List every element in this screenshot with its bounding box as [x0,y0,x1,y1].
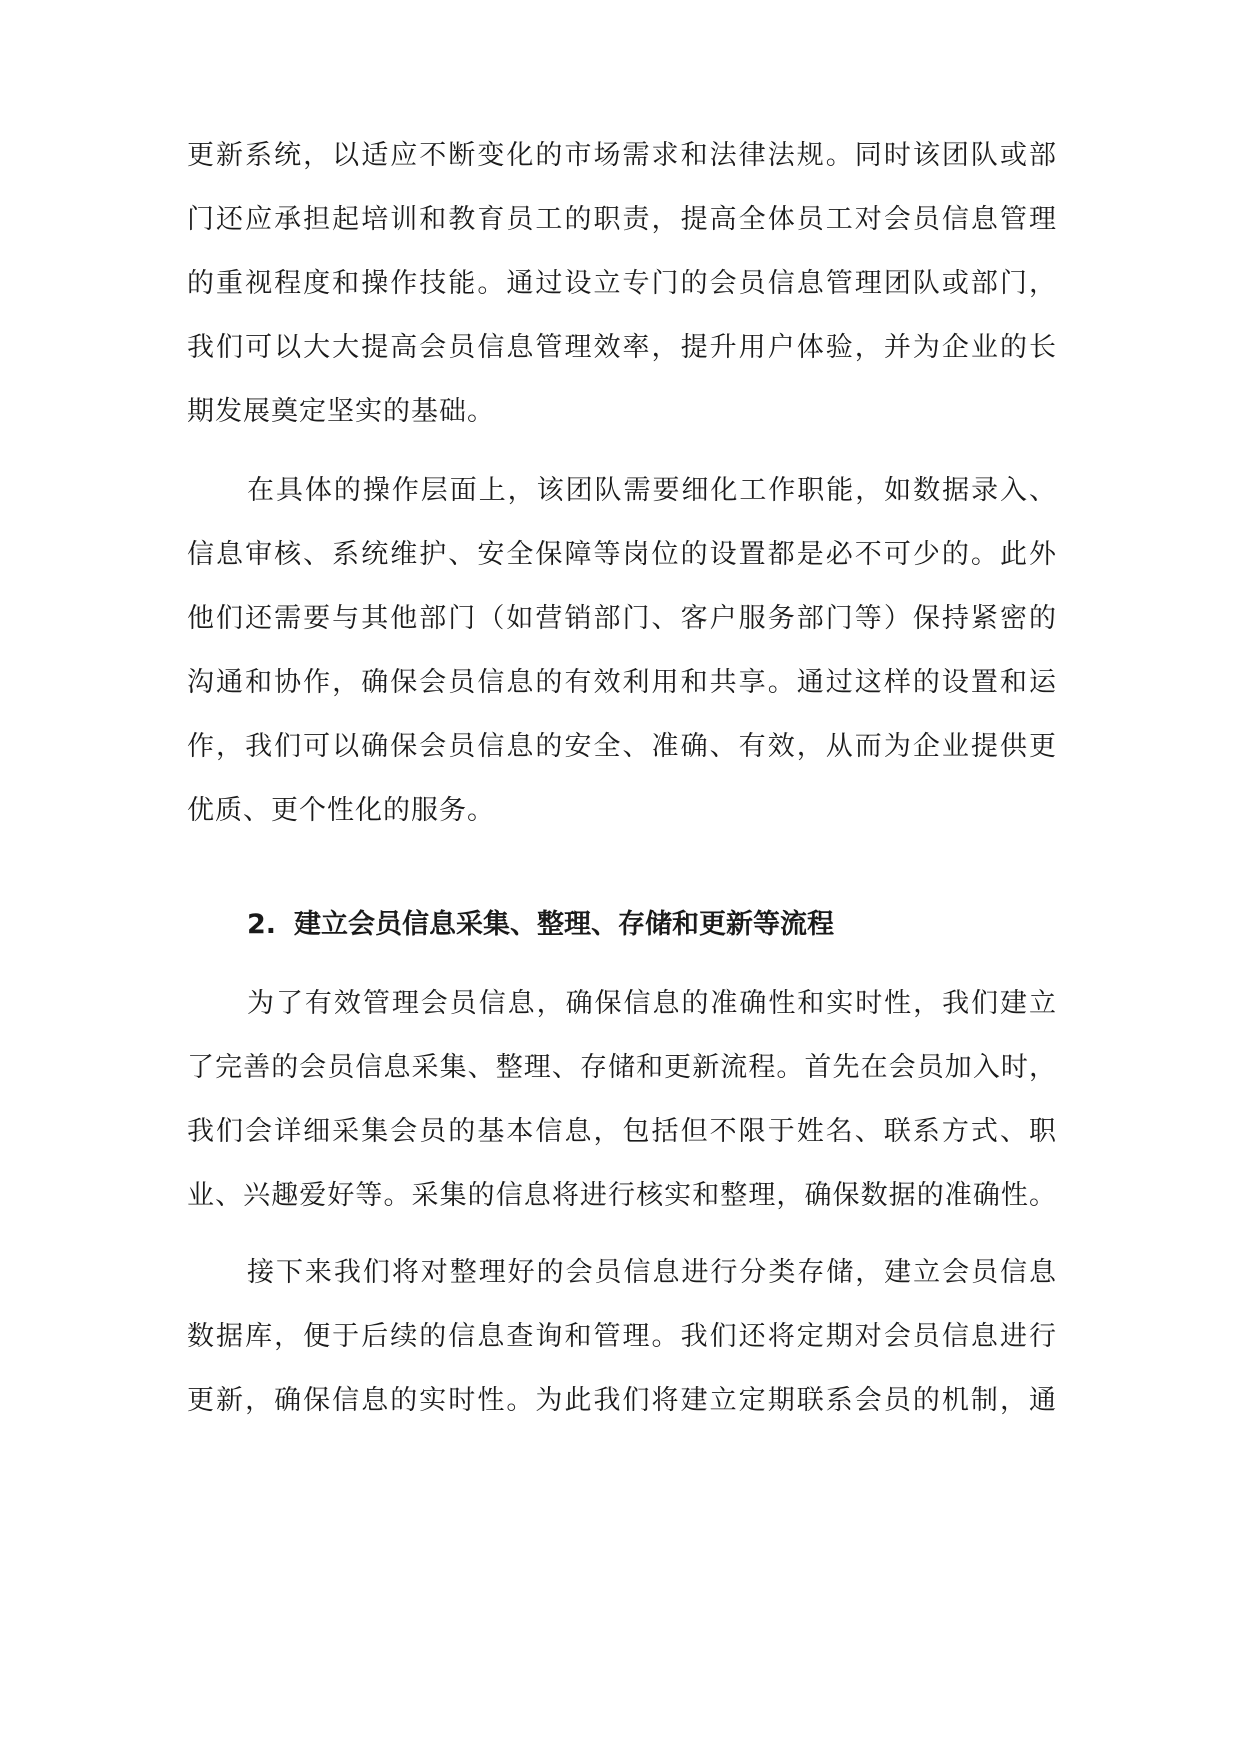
text-line: 数据库，便于后续的信息查询和管理。我们还将定期对会员信息进行 [187,1321,1057,1352]
text-line: 沟通和协作，确保会员信息的有效利用和共享。通过这样的设置和运 [187,667,1057,698]
section-heading [247,905,1057,945]
text-line: 我们会详细采集会员的基本信息，包括但不限于姓名、联系方式、职 [187,1116,1057,1147]
text-line: 在具体的操作层面上，该团队需要细化工作职能，如数据录入、 [247,475,1057,506]
text-line: 我们可以大大提高会员信息管理效率，提升用户体验，并为企业的长 [187,332,1057,363]
text-line: 更新系统，以适应不断变化的市场需求和法律法规。同时该团队或部 [187,140,1057,171]
text-line: 作，我们可以确保会员信息的安全、准确、有效，从而为企业提供更 [187,731,1057,762]
section-number: 2. [247,909,277,940]
text-line: 他们还需要与其他部门（如营销部门、客户服务部门等）保持紧密的 [187,603,1057,634]
text-line: 期发展奠定坚实的基础。 [187,396,495,427]
text-line: 接下来我们将对整理好的会员信息进行分类存储，建立会员信息 [247,1257,1057,1288]
text-line: 优质、更个性化的服务。 [187,795,495,826]
text-line: 的重视程度和操作技能。通过设立专门的会员信息管理团队或部门， [187,268,1057,299]
text-line: 更新，确保信息的实时性。为此我们将建立定期联系会员的机制，通 [187,1385,1057,1416]
text-line: 为了有效管理会员信息，确保信息的准确性和实时性，我们建立 [247,988,1057,1019]
section-title: 建立会员信息采集、整理、存储和更新等流程 [294,909,835,940]
text-line: 了完善的会员信息采集、整理、存储和更新流程。首先在会员加入时， [187,1052,1057,1083]
text-line: 门还应承担起培训和教育员工的职责，提高全体员工对会员信息管理 [187,204,1057,235]
text-line: 业、兴趣爱好等。采集的信息将进行核实和整理，确保数据的准确性。 [187,1180,1057,1211]
text-line: 信息审核、系统维护、安全保障等岗位的设置都是必不可少的。此外 [187,539,1057,570]
